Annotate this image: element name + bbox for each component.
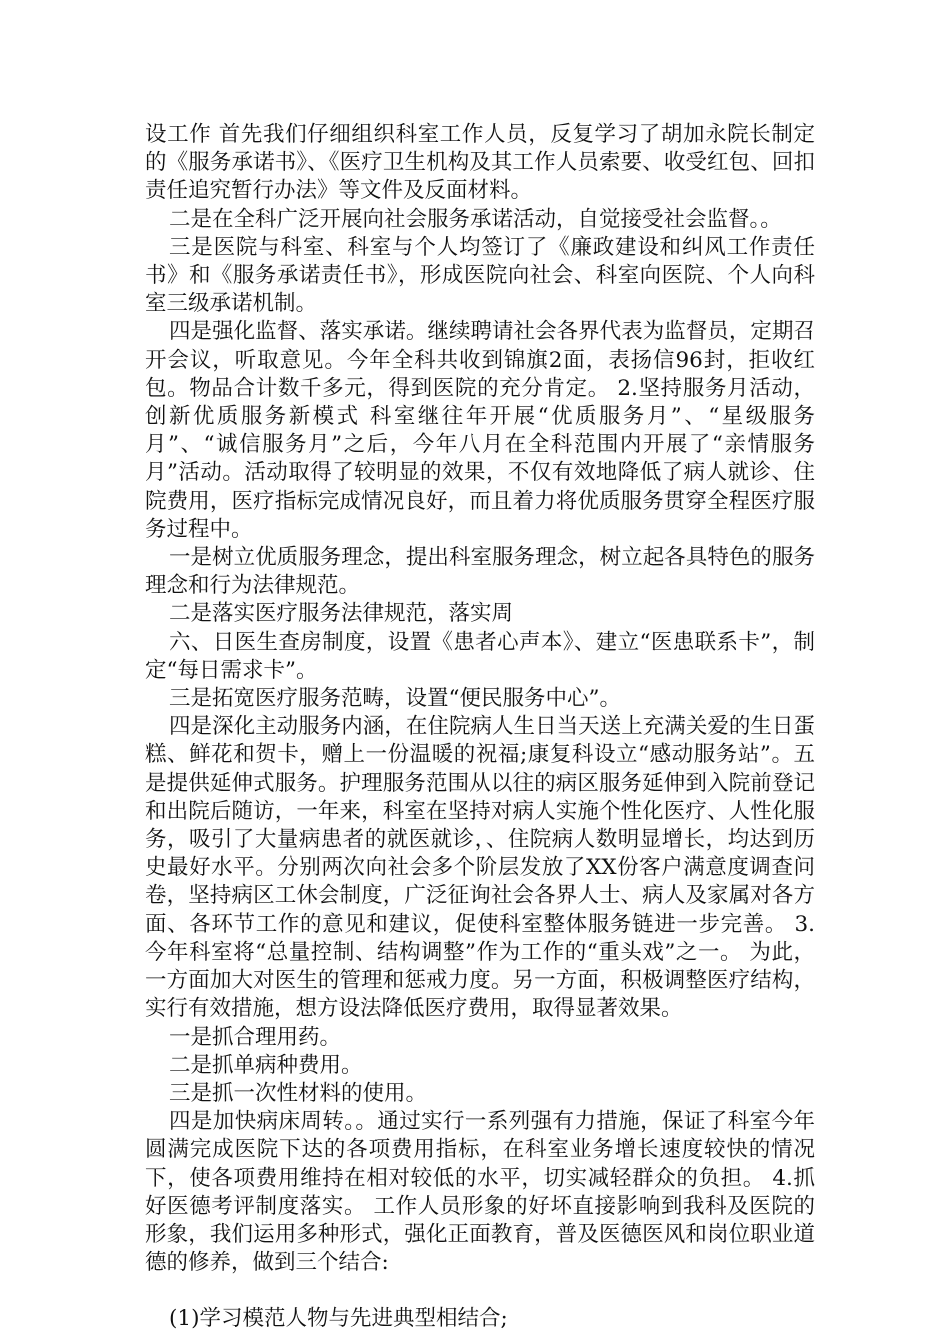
paragraph-10: 一是抓合理用药。 — [169, 1024, 342, 1050]
document-body — [145, 121, 815, 1334]
paragraph-7: 六、日医生查房制度，设置《患者心声本》、建立“医患联系卡”，制定“每日需求卡”。 — [145, 629, 815, 683]
paragraph-1: 设工作 首先我们仔细组织科室工作人员，反复学习了胡加永院长制定的《服务承诺书》、《医疗卫生机构及其工作人员索要、收受红包、回扣责任追究暂行办法》等文件及反面材料。 — [145, 122, 815, 204]
paragraph-6: 二是落实医疗服务法律规范，落实周 — [169, 601, 514, 627]
paragraph-12: 三是抓一次性材料的使用。 — [169, 1080, 428, 1106]
paragraph-11: 二是抓单病种费用。 — [169, 1052, 363, 1078]
paragraph-14: (1)学习模范人物与先进典型相结合; — [169, 1306, 508, 1332]
paragraph-8: 三是拓宽医疗服务范畴，设置“便民服务中心”。 — [169, 686, 621, 712]
paragraph-9: 四是深化主动服务内涵，在住院病人生日当天送上充满关爱的生日蛋糕、鲜花和贺卡，赠上一份温暖的祝福;康复科设立“感动服务站”。五是提供延伸式服务。护理服务范围从以往的病区服务延伸到入院前登记和出院后随访，一年来，科室在坚持对病人实施个性化医疗、人性化服务，吸引了大量病患者的就医就诊，、住院病人数明显增长，均达到历史最好水平。分别两次向社会多个阶层发放了XX份客户满意度调查问卷，坚持病区工休会制度，广泛征询社会各界人士、病人及家属对各方面、各环节工作的意见和建议，促使科室整体服务链进一步完善。 3.今年科室将“总量控制、结构调整”作为工作的“重头戏”之一。 为此，一方面加大对医生的管理和惩戒力度。另一方面，积极调整医疗结构，实行有效措施，想方设法降低医疗费用，取得显著效果。 — [145, 714, 815, 1022]
paragraph-3: 三是医院与科室、科室与个人均签订了《廉政建设和纠风工作责任书》和《服务承诺责任书》，形成医院向社会、科室向医院、个人向科室三级承诺机制。 — [145, 234, 815, 317]
paragraph-4: 四是强化监督、落实承诺。继续聘请社会各界代表为监督员，定期召开会议，听取意见。今年全科共收到锦旗2面，表扬信96封，拒收红包。物品合计数千多元，得到医院的充分肯定。 2.坚持服务月活动，创新优质服务新模式 科室继往年开展“优质服务月”、“星级服务月”、“诚信服务月”之后，今年八月在全科范围内开展了“亲情服务月”活动。活动取得了较明显的效果，不仅有效地降低了病人就诊、住院费用，医疗指标完成情况良好，而且着力将优质服务贯穿全程医疗服务过程中。 — [145, 319, 815, 542]
paragraph-5: 一是树立优质服务理念，提出科室服务理念，树立起各具特色的服务理念和行为法律规范。 — [145, 545, 815, 599]
paragraph-13: 四是加快病床周转。。通过实行一系列强有力措施，保证了科室今年圆满完成医院下达的各项费用指标，在科室业务增长速度较快的情况下，使各项费用维持在相对较低的水平，切实减轻群众的负担。 4.抓好医德考评制度落实。 工作人员形象的好坏直接影响到我科及医院的形象，我们运用多种形式，强化正面教育，普及医德医风和岗位职业道德的修养，做到三个结合: — [145, 1109, 815, 1276]
paragraph-2: 二是在全科广泛开展向社会服务承诺活动，自觉接受社会监督。。 — [169, 206, 782, 232]
